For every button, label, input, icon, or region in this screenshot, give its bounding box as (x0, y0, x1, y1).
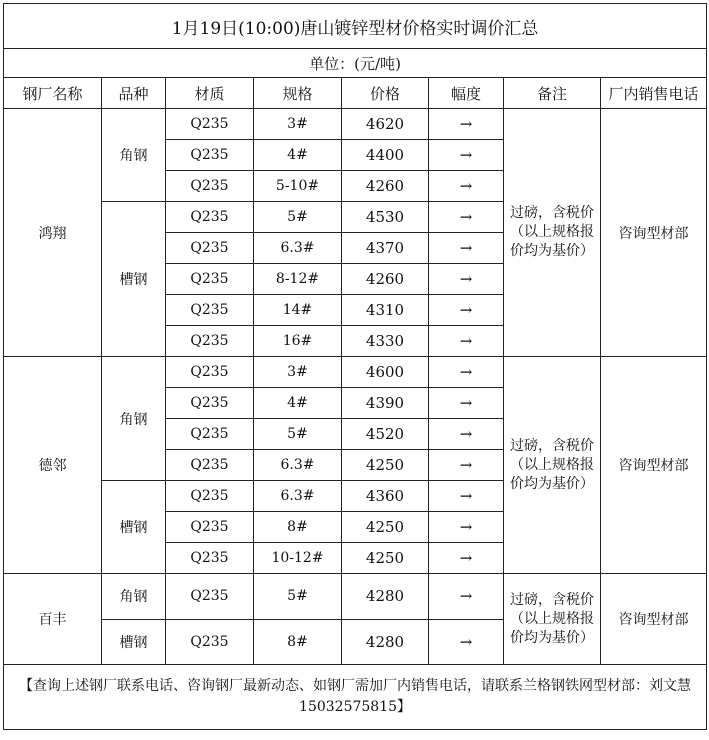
header-mill: 钢厂名称 (4, 78, 102, 109)
trend-cell: → (429, 388, 504, 419)
material-cell: Q235 (166, 326, 254, 357)
spec-cell: 14# (254, 295, 342, 326)
header-material: 材质 (166, 78, 254, 109)
price-cell: 4260 (342, 171, 429, 202)
header-variety: 品种 (102, 78, 166, 109)
price-cell: 4530 (342, 202, 429, 233)
trend-cell: → (429, 171, 504, 202)
price-cell: 4250 (342, 450, 429, 481)
material-cell: Q235 (166, 202, 254, 233)
spec-cell: 5# (254, 574, 342, 620)
variety-cell: 槽钢 (102, 481, 166, 574)
header-spec: 规格 (254, 78, 342, 109)
material-cell: Q235 (166, 295, 254, 326)
spec-cell: 5# (254, 419, 342, 450)
trend-cell: → (429, 512, 504, 543)
spec-cell: 8-12# (254, 264, 342, 295)
material-cell: Q235 (166, 171, 254, 202)
price-cell: 4250 (342, 512, 429, 543)
trend-cell: → (429, 295, 504, 326)
mill-name: 百丰 (4, 574, 102, 665)
table-row (4, 574, 707, 620)
header-row (4, 78, 707, 109)
remark-cell: 过磅，含税价（以上规格报价均为基价） (504, 109, 601, 357)
contact-cell: 咨询型材部 (601, 109, 707, 357)
contact-cell: 咨询型材部 (601, 357, 707, 574)
trend-cell: → (429, 233, 504, 264)
price-table (3, 3, 707, 730)
header-change: 幅度 (429, 78, 504, 109)
footer-note: 【查询上述钢厂联系电话、咨询钢厂最新动态、如钢厂需加厂内销售电话，请联系兰格钢铁网型材部：刘文慧15032575815】 (4, 665, 707, 730)
header-price: 价格 (342, 78, 429, 109)
price-cell: 4360 (342, 481, 429, 512)
trend-cell: → (429, 140, 504, 171)
spec-cell: 6.3# (254, 450, 342, 481)
spec-cell: 8# (254, 512, 342, 543)
price-cell: 4400 (342, 140, 429, 171)
mill-name: 德邻 (4, 357, 102, 574)
spec-cell: 3# (254, 109, 342, 140)
material-cell: Q235 (166, 450, 254, 481)
spec-cell: 4# (254, 388, 342, 419)
trend-cell: → (429, 574, 504, 620)
price-cell: 4310 (342, 295, 429, 326)
price-cell: 4260 (342, 264, 429, 295)
remark-cell: 过磅，含税价（以上规格报价均为基价） (504, 357, 601, 574)
price-cell: 4330 (342, 326, 429, 357)
trend-cell: → (429, 543, 504, 574)
table-row (4, 357, 707, 388)
variety-cell: 角钢 (102, 574, 166, 620)
price-cell: 4250 (342, 543, 429, 574)
spec-cell: 6.3# (254, 481, 342, 512)
material-cell: Q235 (166, 140, 254, 171)
variety-cell: 角钢 (102, 357, 166, 481)
material-cell: Q235 (166, 543, 254, 574)
contact-cell: 咨询型材部 (601, 574, 707, 665)
spec-cell: 3# (254, 357, 342, 388)
price-cell: 4390 (342, 388, 429, 419)
material-cell: Q235 (166, 264, 254, 295)
trend-cell: → (429, 619, 504, 665)
trend-cell: → (429, 264, 504, 295)
material-cell: Q235 (166, 357, 254, 388)
header-remark: 备注 (504, 78, 601, 109)
trend-cell: → (429, 326, 504, 357)
trend-cell: → (429, 450, 504, 481)
trend-cell: → (429, 481, 504, 512)
spec-cell: 5# (254, 202, 342, 233)
material-cell: Q235 (166, 481, 254, 512)
material-cell: Q235 (166, 574, 254, 620)
material-cell: Q235 (166, 233, 254, 264)
variety-cell: 槽钢 (102, 619, 166, 665)
material-cell: Q235 (166, 109, 254, 140)
table-row (4, 109, 707, 140)
unit-label: 单位：(元/吨) (4, 49, 707, 78)
price-cell: 4520 (342, 419, 429, 450)
price-cell: 4600 (342, 357, 429, 388)
price-cell: 4280 (342, 619, 429, 665)
table-body (4, 109, 707, 665)
material-cell: Q235 (166, 512, 254, 543)
trend-cell: → (429, 419, 504, 450)
page-title: 1月19日(10:00)唐山镀锌型材价格实时调价汇总 (4, 4, 707, 49)
material-cell: Q235 (166, 419, 254, 450)
spec-cell: 6.3# (254, 233, 342, 264)
price-cell: 4370 (342, 233, 429, 264)
trend-cell: → (429, 202, 504, 233)
variety-cell: 角钢 (102, 109, 166, 202)
spec-cell: 4# (254, 140, 342, 171)
spec-cell: 8# (254, 619, 342, 665)
spec-cell: 16# (254, 326, 342, 357)
material-cell: Q235 (166, 619, 254, 665)
price-cell: 4620 (342, 109, 429, 140)
spec-cell: 5-10# (254, 171, 342, 202)
trend-cell: → (429, 357, 504, 388)
variety-cell: 槽钢 (102, 202, 166, 357)
mill-name: 鸿翔 (4, 109, 102, 357)
price-cell: 4280 (342, 574, 429, 620)
spec-cell: 10-12# (254, 543, 342, 574)
trend-cell: → (429, 109, 504, 140)
material-cell: Q235 (166, 388, 254, 419)
remark-cell: 过磅，含税价（以上规格报价均为基价） (504, 574, 601, 665)
header-contact: 厂内销售电话 (601, 78, 707, 109)
